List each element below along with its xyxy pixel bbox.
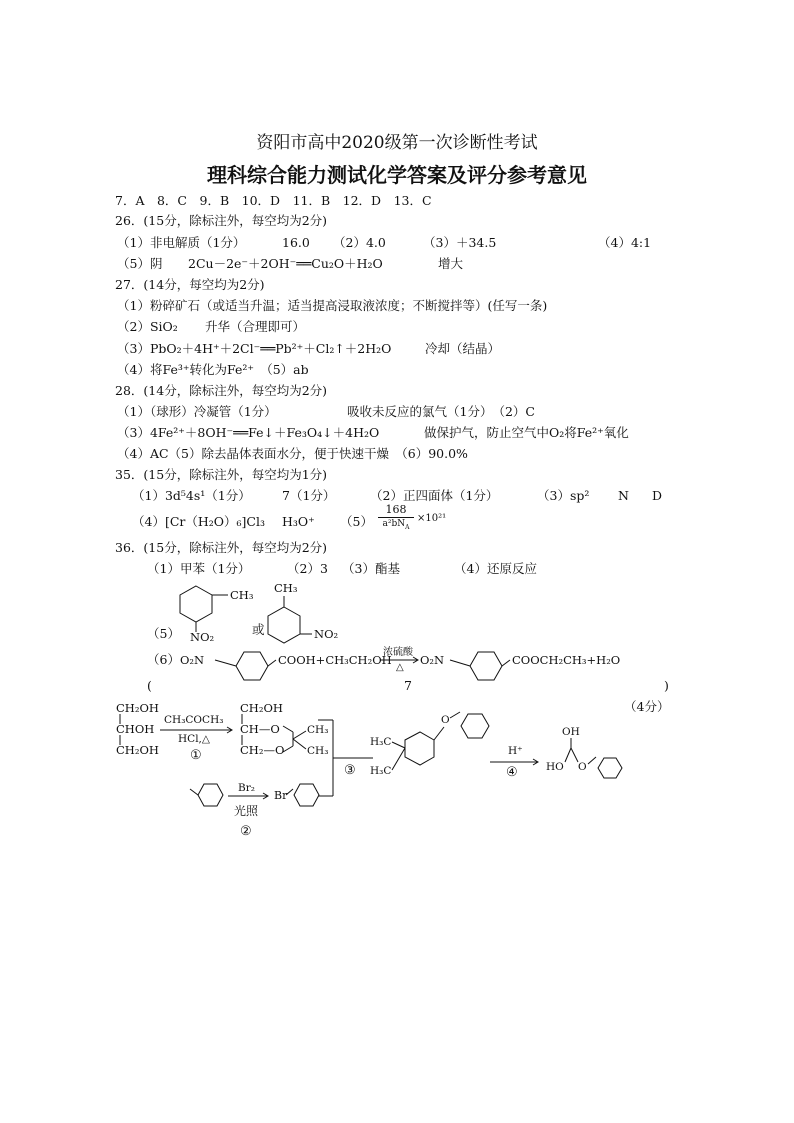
ch3-label: CH₃ (274, 581, 298, 595)
fraction-exponent: ×10²¹ (417, 513, 447, 524)
ester-label: COOCH₂CH₃+H₂O (512, 653, 621, 667)
q28-equation: （3）4Fe²⁺＋8OH⁻══Fe↓＋Fe₃O₄↓＋4H₂O (117, 425, 380, 440)
q36-ans7-close: ) (664, 678, 669, 693)
q36-ans5-label: （5） (147, 626, 180, 641)
acid-catalyst: H⁺ (508, 745, 523, 757)
q28-ans4: （4）AC（5）除去晶体表面水分，便于快速干燥 （6）90.0% (117, 446, 468, 461)
o2n-label: O₂N (180, 653, 205, 667)
fraction-denominator: $a^2bN_A$ (382, 519, 410, 531)
q26-ans6: （5）阴 (117, 256, 163, 271)
q35-ans7: （4）[Cr（H₂O）₆]Cl₃ (132, 514, 265, 529)
glycerol-c2: CHOH (116, 722, 155, 736)
exam-title: 资阳市高中2020级第一次诊断性考试 (256, 133, 538, 153)
ether-oxygen: O (441, 714, 450, 726)
product-ho: HO (546, 761, 564, 773)
ketal-c1: CH₂OH (240, 701, 283, 715)
bromine-reagent: Br₂ (238, 782, 255, 794)
q27-ans4: 冷却（结晶） (425, 341, 501, 356)
q26-header: 26．(15分，除标注外，每空均为2分) (115, 213, 328, 228)
q36-header: 36．(15分，除标注外，每空均为2分) (115, 540, 328, 555)
benzene-ring-o-nitrotoluene (180, 586, 212, 622)
product-oh: OH (562, 726, 580, 738)
q35-header: 35．(15分，除标注外，每空均为1分) (115, 467, 328, 482)
q35-ans2: 7（1分） (282, 488, 336, 503)
q26-ans1: （1）非电解质（1分） (117, 235, 246, 250)
q36-ans4: （4）还原反应 (454, 561, 537, 576)
q26-ans2: 16.0 (282, 235, 310, 250)
glycerol-c1: CH₂OH (116, 701, 159, 715)
dioxane-h3c-b: H₃C (370, 765, 392, 777)
mc-answers: 7．A 8．C 9．B 10．D 11．B 12．D 13．C (115, 193, 432, 208)
dioxane-ring (405, 732, 434, 765)
q35-ans1: （1）3d⁵4s¹（1分） (132, 488, 251, 503)
q26-ans7: 增大 (438, 256, 464, 271)
q27-header: 27．(14分，每空均为2分) (115, 277, 265, 292)
acetone-label: CH₃COCH₃ (164, 714, 224, 726)
q35-ans9-label: （5） (340, 514, 373, 529)
light-condition: 光照 (234, 804, 259, 818)
q26-ans3: （2）4.0 (333, 235, 386, 250)
q27-ans2: （2）SiO₂ (117, 319, 178, 334)
o2n-label: O₂N (420, 653, 445, 667)
q36-ans6-label: （6） (147, 652, 180, 667)
benzene-ring-acid (236, 652, 268, 680)
acid-label: COOH+CH₃CH₂OH (278, 653, 392, 667)
ketal-c3: CH₂—O (240, 743, 285, 757)
q27-ans3: 升华（合理即可） (205, 319, 306, 334)
ketal-c2: CH—O (240, 722, 280, 736)
q26-ans4: （3）＋34.5 (423, 235, 497, 250)
q35-ans5: N (618, 488, 629, 503)
q36-ans7-points: （4分） (624, 699, 670, 714)
glycerol-c3: CH₂OH (116, 743, 159, 757)
heat-label: △ (396, 662, 404, 673)
benzene-ring-toluene (198, 784, 223, 806)
q36-ans2: （2）3 (287, 561, 328, 576)
benzene-ring-benzyl-bromide (294, 784, 319, 806)
q27-ans1: （1）粉碎矿石（或适当升温；适当提高浸取液浓度；不断搅拌等）(任写一条) (117, 298, 548, 313)
step-3: ③ (344, 763, 356, 778)
or-label: 或 (252, 622, 265, 637)
benzene-ring-m-nitrotoluene (268, 607, 300, 643)
answer-title: 理科综合能力测试化学答案及评分参考意见 (207, 163, 587, 187)
ketal-ch3-a: CH₃ (307, 724, 329, 736)
q35-ans8: H₃O⁺ (282, 514, 315, 529)
benzene-ring-ester (470, 652, 502, 680)
ketal-ch3-b: CH₃ (307, 745, 329, 757)
q27-equation: （3）PbO₂＋4H⁺＋2Cl⁻══Pb²⁺＋Cl₂↑＋2H₂O (117, 341, 392, 356)
step-1: ① (190, 748, 202, 763)
q28-ans1: （1）（球形）冷凝管（1分） (117, 404, 277, 419)
benzene-ring-dioxane (461, 714, 489, 738)
benzene-ring-product (598, 758, 622, 778)
catalyst-label: 浓硫酸 (383, 647, 413, 658)
condition-1: HCl,△ (178, 733, 210, 745)
bromine-atom: Br (274, 789, 288, 802)
q26-ans5: （4）4:1 (598, 235, 652, 250)
q36-ans3: （3）酯基 (342, 561, 400, 576)
step-4: ④ (506, 765, 518, 780)
q36-ans1: （1）甲苯（1分） (147, 561, 251, 576)
q28-header: 28．(14分，除标注外，每空均为2分) (115, 383, 328, 398)
q36-ans7-number: 7 (404, 678, 412, 693)
fraction-numerator: 168 (385, 503, 407, 516)
step-2: ② (240, 824, 252, 839)
q35-ans4: （3）sp² (537, 488, 590, 503)
q28-ans3: 做保护气，防止空气中O₂将Fe²⁺氧化 (424, 425, 629, 440)
ch3-label: CH₃ (230, 588, 254, 602)
dioxane-h3c-a: H₃C (370, 736, 392, 748)
q27-ans5: （4）将Fe³⁺转化为Fe²⁺ （5）ab (117, 362, 309, 377)
no2-label: NO₂ (314, 627, 339, 641)
q35-ans6: D (652, 488, 663, 503)
q28-ans2: 吸收未反应的氯气（1分） （2）C (347, 404, 535, 419)
product-ether-oxygen: O (578, 761, 587, 773)
no2-label: NO₂ (190, 630, 215, 644)
q35-ans3: （2）正四面体（1分） (370, 488, 499, 503)
q26-equation: 2Cu－2e⁻＋2OH⁻══Cu₂O＋H₂O (188, 256, 383, 271)
q36-ans7-open: ( (147, 678, 152, 693)
